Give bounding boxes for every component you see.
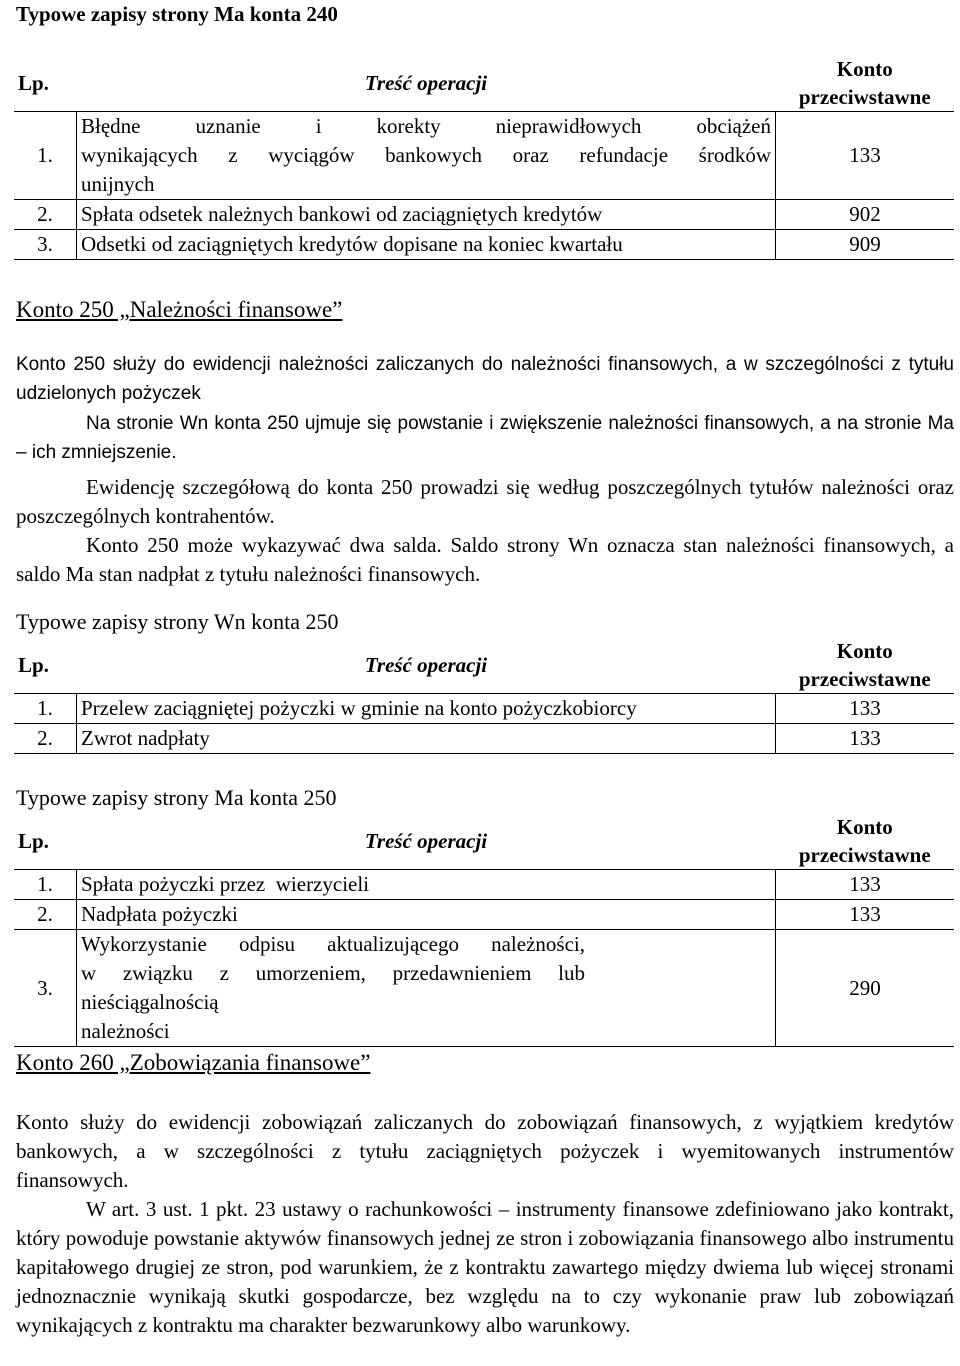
row-konto: 133: [776, 870, 955, 900]
header-konto-line1: Konto: [836, 639, 893, 663]
table-ma240: [14, 55, 954, 260]
row-tresc: [77, 930, 776, 1047]
row-konto: 133: [776, 694, 955, 724]
row-konto: 290: [776, 930, 955, 1047]
table-ma250: [14, 813, 954, 1047]
row-konto: 133: [776, 724, 955, 754]
header-konto-line2: przeciwstawne: [798, 85, 931, 109]
row-lp: 1.: [14, 112, 77, 200]
konto260-para1: Konto służy do ewidencji zobowiązań zaliczanych do zobowiązań finansowych, z wyjątkiem kredytów bankowych, a w szczególności z tytułu zaciągniętych pożyczek i wyemitowanych instrumentów finansowych.: [16, 1110, 954, 1192]
konto250-body: [16, 350, 954, 589]
header-lp: Lp.: [18, 70, 49, 95]
row-tresc: [77, 112, 776, 200]
table-row: [14, 230, 954, 260]
table-row: [14, 900, 954, 930]
konto250-heading: Konto 250 „Należności finansowe”: [16, 297, 343, 322]
section-ma250-title: Typowe zapisy strony Ma konta 250: [16, 785, 337, 810]
row-lp: 2.: [14, 200, 77, 230]
row-tresc-line: w związku z umorzeniem, przedawnieniem lub nieściągalnością: [81, 961, 585, 1014]
header-lp: Lp.: [18, 828, 49, 853]
table-row: [14, 870, 954, 900]
header-tresc: Treść operacji: [364, 70, 488, 95]
table-row: [14, 724, 954, 754]
row-tresc-line: wynikających z wyciągów bankowych oraz refundacje środków: [81, 143, 771, 167]
table-row: [14, 112, 954, 200]
row-tresc: Przelew zaciągniętej pożyczki w gminie na konto pożyczkobiorcy: [77, 694, 776, 724]
konto250-para4: Konto 250 może wykazywać dwa salda. Saldo strony Wn oznacza stan należności finansowych, a saldo Ma stan nadpłat z tytułu należności finansowych.: [16, 533, 954, 586]
table-header: [14, 637, 954, 694]
table-row: [14, 930, 954, 1047]
konto260-para2: W art. 3 ust. 1 pkt. 23 ustawy o rachunkowości – instrumenty finansowe zdefiniowano jako kontrakt, który powoduje powstanie aktywów finansowych jednej ze stron i zobowiązania finansowego albo instrumentu kapitałowego drugiej ze stron, pod warunkiem, że z kontraktu zawartego między dwiema lub więcej stronami jednoznacznie wynikają skutki gospodarcze, bez względu na to czy wykonanie praw lub zobowiązań wynikających z kontraktu ma charakter bezwarunkowy albo warunkowy.: [16, 1197, 954, 1337]
row-tresc-line: należności: [81, 1019, 170, 1043]
section-wn250: [16, 607, 339, 636]
row-tresc-line: Błędne uznanie i korekty nieprawidłowych obciążeń: [81, 114, 771, 138]
row-lp: 1.: [14, 694, 77, 724]
row-tresc: Spłata pożyczki przez wierzycieli: [77, 870, 776, 900]
header-tresc: Treść operacji: [364, 652, 488, 677]
row-tresc: Odsetki od zaciągniętych kredytów dopisane na koniec kwartału: [77, 230, 776, 260]
table-row: [14, 694, 954, 724]
table-row: [14, 200, 954, 230]
konto260-heading: Konto 260 „Zobowiązania finansowe”: [16, 1050, 371, 1075]
konto250-para3: Ewidencję szczegółową do konta 250 prowadzi się według poszczególnych tytułów należności oraz poszczególnych kontrahentów.: [16, 475, 954, 528]
header-konto: [776, 55, 955, 112]
row-konto: 902: [776, 200, 955, 230]
table-header: [14, 813, 954, 870]
table-wn250: [14, 637, 954, 754]
row-tresc: Zwrot nadpłaty: [77, 724, 776, 754]
row-lp: 3.: [14, 230, 77, 260]
header-konto: [776, 637, 955, 694]
row-tresc-line: Wykorzystanie odpisu aktualizującego należności,: [81, 932, 585, 956]
row-lp: 2.: [14, 724, 77, 754]
konto260-heading-wrap: [16, 1048, 370, 1077]
row-tresc: Spłata odsetek należnych bankowi od zaciągniętych kredytów: [77, 200, 776, 230]
konto250-para1: Konto 250 służy do ewidencji należności zaliczanych do należności finansowych, a w szczególności z tytułu udzielonych pożyczek: [16, 354, 954, 404]
section-ma240: [16, 0, 338, 29]
header-tresc: Treść operacji: [364, 828, 488, 853]
section-ma250: [16, 783, 336, 812]
header-konto-line1: Konto: [836, 57, 893, 81]
row-lp: 1.: [14, 870, 77, 900]
header-konto-line2: przeciwstawne: [798, 667, 931, 691]
header-konto-line2: przeciwstawne: [798, 843, 931, 867]
section-ma240-title: Typowe zapisy strony Ma konta 240: [16, 2, 338, 26]
header-lp: Lp.: [18, 652, 49, 677]
row-konto: 133: [776, 900, 955, 930]
row-konto: 909: [776, 230, 955, 260]
header-konto-line1: Konto: [836, 815, 893, 839]
table-header: [14, 55, 954, 112]
row-tresc-line: unijnych: [81, 172, 155, 196]
row-tresc: Nadpłata pożyczki: [77, 900, 776, 930]
konto250-heading-wrap: [16, 295, 342, 324]
row-lp: 2.: [14, 900, 77, 930]
header-konto: [776, 813, 955, 870]
row-lp: 3.: [14, 930, 77, 1047]
konto250-para2: Na stronie Wn konta 250 ujmuje się powstanie i zwiększenie należności finansowych, a na stronie Ma – ich zmniejszenie.: [16, 413, 954, 463]
row-konto: 133: [776, 112, 955, 200]
section-wn250-title: Typowe zapisy strony Wn konta 250: [16, 609, 339, 634]
konto260-body: [16, 1108, 954, 1340]
